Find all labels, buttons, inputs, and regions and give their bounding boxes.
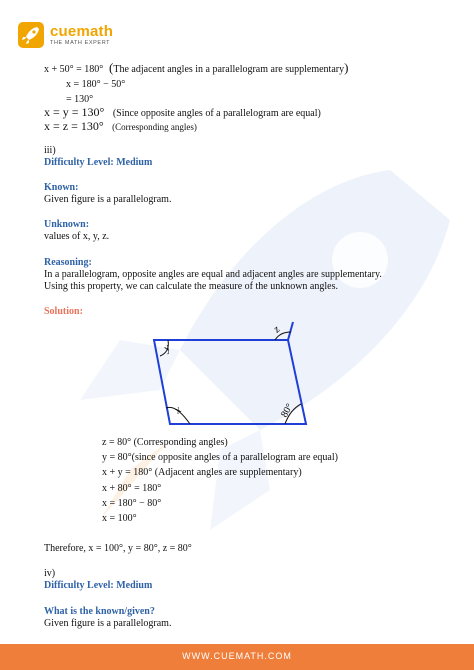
known-text: Given figure is a parallelogram.: [44, 194, 172, 205]
parallelogram-diagram: [150, 320, 320, 430]
unknown-text: values of x, y, z.: [44, 231, 110, 242]
step-5-note: (Corresponding angles): [112, 122, 197, 132]
step-4-note: (Since opposite angles of a parallelogram are equal): [112, 108, 321, 119]
step-4-eq: x = y = 130°: [44, 105, 105, 119]
step-equation-3: = 130°: [66, 94, 94, 105]
step-equation-5: [44, 120, 197, 134]
logo-name: cuemath: [50, 22, 114, 40]
solution-step-5: x = 180° − 80°: [102, 498, 162, 509]
reasoning-text-1: In a parallelogram, opposite angles are equal and adjacent angles are supplementary.: [44, 269, 382, 280]
label-x: x: [172, 403, 184, 417]
solution-step-3: x + y = 180° (Adjacent angles are supplementary): [102, 467, 302, 478]
label-z: z: [271, 323, 283, 336]
solution-step-2: y = 80°(since opposite angles of a parallelogram are equal): [102, 452, 338, 463]
known-heading: Known:: [44, 182, 79, 193]
part-iv-known-heading: What is the known/given?: [44, 606, 155, 617]
difficulty-heading: Difficulty Level: Medium: [44, 157, 153, 168]
reasoning-heading: Reasoning:: [44, 257, 92, 268]
extended-side-line: [288, 322, 293, 340]
solution-step-1: z = 80° (Corresponding angles): [102, 437, 228, 448]
solution-step-6: x = 100°: [102, 513, 137, 524]
label-y: y: [161, 341, 173, 355]
step-equation-1: x + 50° = 180° (The adjacent angles in a parallelogram are supplementary): [44, 60, 349, 75]
solution-heading: Solution:: [44, 306, 83, 317]
solution-step-4: x + 80° = 180°: [102, 483, 162, 494]
rocket-logo-icon: [18, 22, 44, 48]
footer-bar: [0, 644, 474, 670]
part-iv-difficulty: Difficulty Level: Medium: [44, 580, 153, 591]
step-equation-4: [44, 106, 321, 120]
footer-url[interactable]: WWW.CUEMATH.COM: [182, 651, 292, 661]
reasoning-text-2: Using this property, we can calculate the measure of the unknown angles.: [44, 281, 338, 292]
step-5-eq: x = z = 130°: [44, 119, 104, 133]
therefore-line: Therefore, x = 100°, y = 80°, z = 80°: [44, 543, 192, 554]
part-iv-known-text: Given figure is a parallelogram.: [44, 618, 172, 629]
part-iv-number: iv): [44, 568, 56, 579]
logo-tagline: THE MATH EXPERT: [50, 39, 111, 46]
step-1-note: The adjacent angles in a parallelogram are supplementary: [113, 64, 345, 75]
unknown-heading: Unknown:: [44, 219, 90, 230]
step-1-eq: x + 50° = 180°: [44, 64, 104, 75]
part-number: iii): [44, 145, 56, 156]
label-80: 80°: [279, 401, 296, 420]
step-equation-2: x = 180° − 50°: [66, 79, 126, 90]
cuemath-logo: [18, 22, 113, 48]
